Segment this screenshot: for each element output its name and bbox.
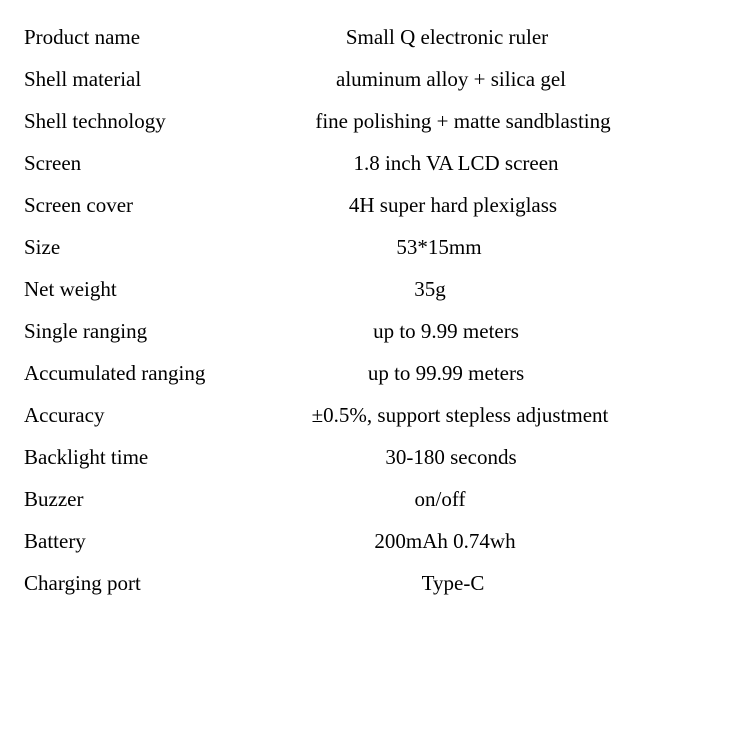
spec-label: Shell technology bbox=[24, 109, 166, 133]
spec-table bbox=[0, 27, 750, 615]
spec-value: fine polishing + matte sandblasting bbox=[315, 109, 611, 133]
spec-value: aluminum alloy + silica gel bbox=[336, 67, 566, 91]
spec-label: Charging port bbox=[24, 571, 141, 595]
spec-label: Size bbox=[24, 235, 61, 259]
spec-row-backlight-time bbox=[0, 447, 750, 489]
spec-label: Screen bbox=[24, 151, 82, 175]
spec-label: Single ranging bbox=[24, 319, 148, 343]
spec-row-charging-port bbox=[0, 573, 750, 615]
spec-label: Battery bbox=[24, 529, 86, 553]
spec-value: 35g bbox=[414, 277, 446, 301]
spec-label: Screen cover bbox=[24, 193, 134, 217]
spec-label: Product name bbox=[24, 25, 141, 49]
spec-label: Buzzer bbox=[24, 487, 84, 511]
spec-value: 200mAh 0.74wh bbox=[374, 529, 516, 553]
spec-label: Net weight bbox=[24, 277, 117, 301]
spec-label: Accuracy bbox=[24, 403, 105, 427]
spec-value: Type-C bbox=[421, 571, 485, 595]
spec-label: Shell material bbox=[24, 67, 142, 91]
spec-value: up to 9.99 meters bbox=[373, 319, 519, 343]
spec-value: on/off bbox=[414, 487, 466, 511]
spec-label: Accumulated ranging bbox=[24, 361, 206, 385]
spec-value: 30-180 seconds bbox=[385, 445, 517, 469]
spec-value: ±0.5%, support stepless adjustment bbox=[311, 403, 609, 427]
spec-value: 53*15mm bbox=[396, 235, 482, 259]
spec-row-screen-cover bbox=[0, 195, 750, 237]
spec-value: Small Q electronic ruler bbox=[345, 25, 549, 49]
spec-label: Backlight time bbox=[24, 445, 149, 469]
spec-value: up to 99.99 meters bbox=[367, 361, 525, 385]
spec-value: 4H super hard plexiglass bbox=[348, 193, 558, 217]
spec-value: 1.8 inch VA LCD screen bbox=[353, 151, 559, 175]
